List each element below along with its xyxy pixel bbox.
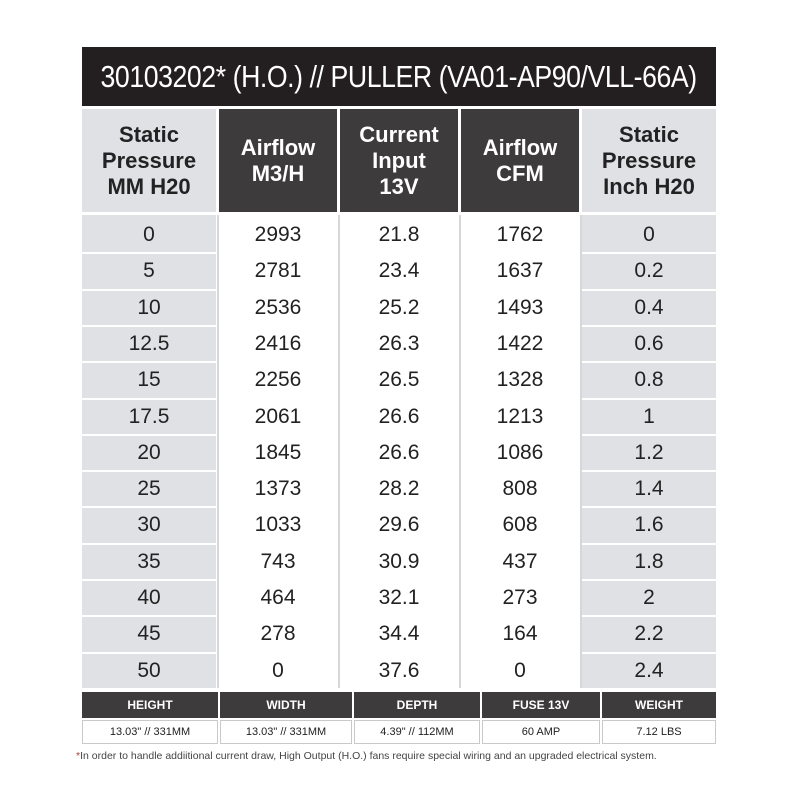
table-cell: 1	[643, 404, 655, 428]
table-cell: 34.4	[378, 622, 420, 646]
table-cell: 1373	[254, 477, 302, 501]
table-cell: 45	[137, 622, 161, 646]
table-title	[82, 47, 716, 106]
spec-label-width: WIDTH	[220, 692, 352, 718]
table-cell: 40	[137, 586, 161, 609]
table-cell: 23.4	[378, 259, 420, 283]
table-cell: 0	[514, 658, 526, 682]
header-line: Airflow	[240, 134, 316, 160]
column-divider	[338, 215, 340, 688]
header-line: Input	[372, 147, 426, 173]
table-cell: 37.6	[378, 658, 420, 682]
table-cell: 743	[260, 549, 296, 573]
table-cell: 30.9	[378, 549, 420, 573]
table-cell: 2993	[254, 223, 302, 246]
table-cell: 1845	[254, 440, 302, 464]
table-cell: 608	[502, 513, 538, 537]
table-cell: 30	[137, 513, 161, 537]
table-cell: 0.2	[634, 259, 664, 283]
header-line: M3/H	[251, 160, 305, 186]
table-cell: 1.4	[634, 477, 664, 501]
column-divider	[217, 215, 219, 688]
table-cell: 2.2	[634, 622, 664, 646]
header-airflow-m3h	[219, 109, 337, 212]
table-cell: 50	[137, 658, 161, 682]
table-cell: 25	[137, 477, 161, 501]
asterisk-mark: *	[76, 750, 81, 762]
table-cell: 464	[260, 586, 296, 609]
header-static-pressure-mm	[82, 109, 216, 212]
header-line: Static	[119, 121, 179, 147]
table-cell: 12.5	[128, 331, 170, 355]
table-cell: 28.2	[378, 477, 420, 501]
spec-value-depth: 4.39" // 112MM	[354, 720, 480, 744]
header-line: Pressure	[101, 147, 197, 173]
table-cell: 26.5	[378, 368, 420, 392]
table-cell: 5	[143, 259, 155, 283]
spec-value-fuse: 60 AMP	[482, 720, 600, 744]
table-cell: 2536	[254, 295, 302, 319]
header-current-input	[340, 109, 458, 212]
table-cell: 2.4	[634, 658, 664, 682]
table-cell: 0	[272, 658, 284, 682]
table-cell: 1637	[496, 259, 544, 283]
header-line: Pressure	[601, 147, 697, 173]
spec-value-weight: 7.12 LBS	[602, 720, 716, 744]
table-cell: 21.8	[378, 223, 420, 246]
table-cell: 26.6	[378, 440, 420, 464]
table-cell: 2256	[254, 368, 302, 392]
spec-label-fuse: FUSE 13V	[482, 692, 600, 718]
header-line: MM H20	[107, 173, 191, 199]
spec-value-height: 13.03" // 331MM	[82, 720, 218, 744]
table-cell: 437	[502, 549, 538, 573]
table-cell: 26.6	[378, 404, 420, 428]
table-cell: 17.5	[128, 404, 170, 428]
table-cell: 32.1	[378, 586, 420, 609]
column-divider	[580, 215, 582, 688]
table-cell: 0	[643, 223, 655, 246]
table-cell: 35	[137, 549, 161, 573]
footnote-text: In order to handle addiitional current draw, High Output (H.O.) fans require special wiring and an upgraded electrical system.	[80, 750, 657, 762]
spec-label-depth: DEPTH	[354, 692, 480, 718]
table-cell: 26.3	[378, 331, 420, 355]
header-line: Current	[359, 121, 439, 147]
table-cell: 278	[260, 622, 296, 646]
table-cell: 20	[137, 440, 161, 464]
column-divider	[459, 215, 461, 688]
table-cell: 2061	[254, 404, 302, 428]
table-cell: 2416	[254, 331, 302, 355]
table-cell: 0	[143, 223, 155, 246]
header-line: CFM	[496, 160, 544, 186]
spec-label-weight: WEIGHT	[602, 692, 716, 718]
table-cell: 2781	[254, 259, 302, 283]
table-cell: 1.8	[634, 549, 664, 573]
table-cell: 273	[502, 586, 538, 609]
table-cell: 15	[137, 368, 161, 392]
table-cell: 808	[502, 477, 538, 501]
header-line: 13V	[379, 173, 419, 199]
header-static-pressure-inch	[582, 109, 716, 212]
spec-value-width: 13.03" // 331MM	[220, 720, 352, 744]
header-line: Airflow	[482, 134, 558, 160]
table-cell: 1.6	[634, 513, 664, 537]
table-cell: 1.2	[634, 440, 664, 464]
header-line: Static	[619, 121, 679, 147]
table-cell: 1328	[496, 368, 544, 392]
table-title-text: 30103202* (H.O.) // PULLER (VA01-AP90/VLL-66A)	[100, 58, 698, 94]
table-cell: 1762	[496, 223, 544, 246]
table-cell: 1213	[496, 404, 544, 428]
table-cell: 0.6	[634, 331, 664, 355]
table-cell: 25.2	[378, 295, 420, 319]
table-cell: 0.4	[634, 295, 664, 319]
header-line: Inch H20	[603, 173, 695, 199]
table-cell: 1086	[496, 440, 544, 464]
table-cell: 0.8	[634, 368, 664, 392]
spec-label-height: HEIGHT	[82, 692, 218, 718]
footnote	[76, 750, 736, 762]
table-cell: 29.6	[378, 513, 420, 537]
table-cell: 1422	[496, 331, 544, 355]
table-cell: 2	[643, 586, 655, 609]
table-cell: 164	[502, 622, 538, 646]
table-cell: 1033	[254, 513, 302, 537]
table-cell: 1493	[496, 295, 544, 319]
table-cell: 10	[137, 295, 161, 319]
header-airflow-cfm	[461, 109, 579, 212]
